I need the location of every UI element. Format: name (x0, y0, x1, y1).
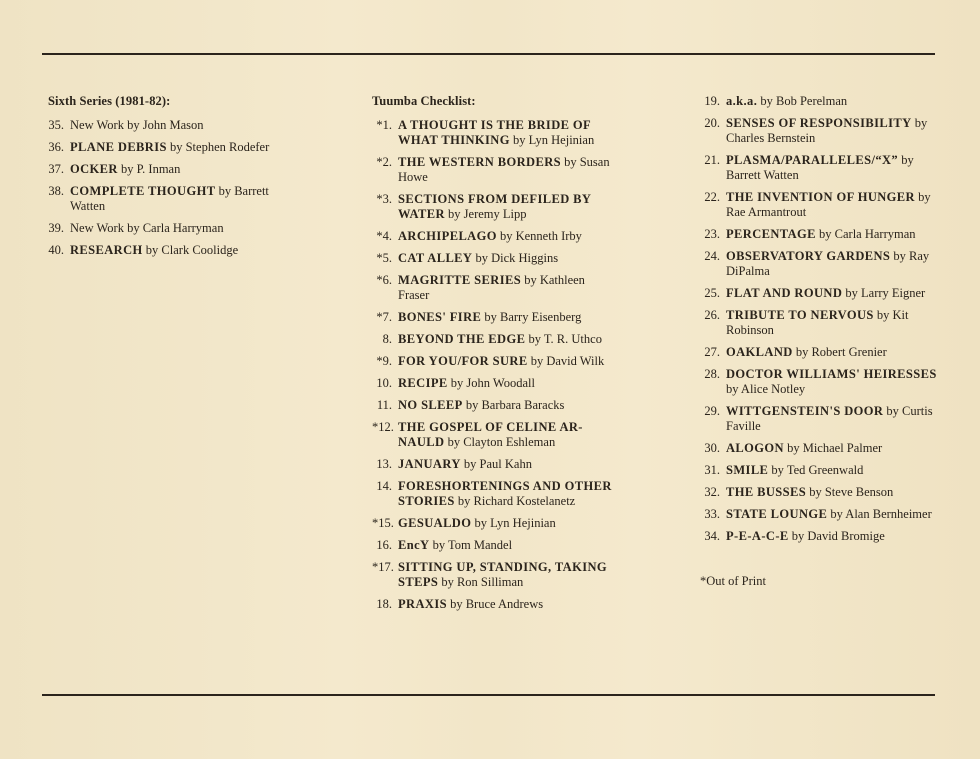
item-text (398, 118, 612, 148)
item-title: FLAT AND ROUND (726, 286, 843, 300)
item-text (70, 221, 298, 236)
checklist-list-1 (372, 118, 612, 612)
item-number: 32. (704, 485, 720, 499)
item-number: 13. (376, 457, 392, 471)
item-text (398, 457, 612, 472)
item-title: PERCENTAGE (726, 227, 816, 241)
item-number: *7. (376, 310, 392, 324)
item-number: *12. (372, 420, 394, 434)
item-author: by Kenneth Irby (496, 229, 582, 243)
item-text (726, 94, 940, 109)
item-title: PLANE DEBRIS (70, 140, 167, 154)
item-author: by John Woodall (447, 376, 535, 390)
list-item (48, 221, 298, 236)
item-author: by Alan Bernheimer (827, 507, 932, 521)
checklist-heading: Tuumba Checklist: (372, 94, 476, 108)
item-title: P-E-A-C-E (726, 529, 789, 543)
list-item (700, 345, 940, 360)
list-item (700, 441, 940, 456)
item-title: TRIBUTE TO NERVOUS (726, 308, 874, 322)
item-number: 36. (48, 140, 64, 154)
item-number: 38. (48, 184, 64, 198)
item-text (398, 420, 612, 450)
item-text (726, 404, 940, 434)
item-number: 35. (48, 118, 64, 132)
item-title: OAKLAND (726, 345, 793, 359)
item-title: DOCTOR WILLIAMS' HEIRESSES (726, 367, 937, 381)
item-title: FORESHORTENINGS AND OTHER STORIES (398, 479, 612, 508)
item-number: 39. (48, 221, 64, 235)
item-author: by Jeremy Lipp (444, 207, 527, 221)
item-title: SECTIONS FROM DEFILED BY WATER (398, 192, 591, 221)
list-item (372, 597, 612, 612)
item-title: SENSES OF RESPONSIBILITY (726, 116, 912, 130)
item-author: by Bob Perelman (757, 94, 848, 108)
list-item (48, 140, 298, 155)
item-author: by Clark Coolidge (142, 243, 239, 257)
list-item (372, 229, 612, 244)
item-title: JANUARY (398, 457, 461, 471)
item-author: by Robert Grenier (792, 345, 887, 359)
item-author: by Barry Eisenberg (481, 310, 582, 324)
item-title: THE WESTERN BORDERS (398, 155, 561, 169)
item-author: by David Bromige (788, 529, 885, 543)
item-author: by Lyn Hejinian (471, 516, 556, 530)
item-text (726, 153, 940, 183)
item-text (726, 286, 940, 301)
item-number: 27. (704, 345, 720, 359)
item-number: *1. (376, 118, 392, 132)
list-item (700, 485, 940, 500)
item-number: *3. (376, 192, 392, 206)
checklist-column-1 (372, 94, 612, 619)
item-author: by Barrett Watten (70, 184, 269, 213)
list-item (700, 367, 940, 397)
bottom-rule (42, 694, 935, 696)
item-number: 24. (704, 249, 720, 263)
item-text (398, 155, 612, 185)
item-title: ALOGON (726, 441, 784, 455)
item-number: *6. (376, 273, 392, 287)
item-number: 30. (704, 441, 720, 455)
item-author: by Kathleen Fraser (398, 273, 585, 302)
item-title: BEYOND THE EDGE (398, 332, 526, 346)
item-author: by T. R. Uthco (525, 332, 602, 346)
item-number: 29. (704, 404, 720, 418)
list-item (372, 192, 612, 222)
list-item (700, 308, 940, 338)
item-number: 28. (704, 367, 720, 381)
item-number: 26. (704, 308, 720, 322)
item-title: EncY (398, 538, 430, 552)
item-number: 21. (704, 153, 720, 167)
item-author: by Charles Bernstein (726, 116, 928, 145)
item-author: by Clayton Eshleman (444, 435, 556, 449)
checklist-list-2 (700, 94, 940, 544)
item-author: by Tom Mandel (429, 538, 513, 552)
item-title: THE INVENTION OF HUNGER (726, 190, 915, 204)
item-author: New Work by John Mason (70, 118, 204, 132)
list-item (48, 184, 298, 214)
list-item (372, 273, 612, 303)
list-item (48, 162, 298, 177)
item-title: ARCHIPELAGO (398, 229, 497, 243)
item-title: THE GOSPEL OF CELINE AR-NAULD (398, 420, 583, 449)
list-item (372, 538, 612, 553)
item-title: MAGRITTE SERIES (398, 273, 522, 287)
item-number: 11. (376, 398, 392, 412)
item-text (726, 485, 940, 500)
item-author: by Barbara Baracks (462, 398, 565, 412)
item-author: by David Wilk (527, 354, 605, 368)
item-title: OCKER (70, 162, 118, 176)
item-text (726, 227, 940, 242)
list-item (700, 404, 940, 434)
item-text (398, 229, 612, 244)
item-title: GESUALDO (398, 516, 472, 530)
item-title: THE BUSSES (726, 485, 807, 499)
list-item (372, 354, 612, 369)
list-item (372, 310, 612, 325)
item-number: *17. (372, 560, 394, 574)
item-text (398, 560, 612, 590)
list-item (700, 227, 940, 242)
item-title: PLASMA/PARALLELES/“X” (726, 153, 899, 167)
checklist-column-2 (700, 94, 940, 589)
item-author: by Curtis Faville (726, 404, 933, 433)
item-text (398, 597, 612, 612)
item-number: 14. (376, 479, 392, 493)
item-text (398, 538, 612, 553)
list-item (372, 398, 612, 413)
item-title: BONES' FIRE (398, 310, 482, 324)
item-author: by Lyn Hejinian (509, 133, 595, 147)
item-number: 8. (382, 332, 392, 346)
item-author: New Work by Carla Harryman (70, 221, 224, 235)
item-text (398, 192, 612, 222)
list-item (700, 249, 940, 279)
item-author: by Susan Howe (398, 155, 610, 184)
item-number: 19. (704, 94, 720, 108)
item-author: by Dick Higgins (472, 251, 559, 265)
item-text (70, 162, 298, 177)
item-number: 16. (376, 538, 392, 552)
item-author: by Alice Notley (726, 382, 806, 396)
item-title: STATE LOUNGE (726, 507, 828, 521)
item-title: FOR YOU/FOR SURE (398, 354, 528, 368)
item-title: RECIPE (398, 376, 448, 390)
item-author: by Kit Robinson (726, 308, 909, 337)
item-number: 33. (704, 507, 720, 521)
item-text (70, 184, 298, 214)
item-number: 10. (376, 376, 392, 390)
item-number: *9. (376, 354, 392, 368)
item-title: A THOUGHT IS THE BRIDE OF WHAT THINKING (398, 118, 591, 147)
item-author: by Carla Harryman (815, 227, 916, 241)
item-number: *5. (376, 251, 392, 265)
list-item (700, 94, 940, 109)
out-of-print-note: *Out of Print (700, 574, 766, 588)
item-author: by Ron Silliman (438, 575, 524, 589)
item-number: *15. (372, 516, 394, 530)
item-number: 37. (48, 162, 64, 176)
item-number: 40. (48, 243, 64, 257)
item-text (398, 354, 612, 369)
item-author: by Rae Armantrout (726, 190, 931, 219)
item-number: *4. (376, 229, 392, 243)
item-author: by Richard Kostelanetz (454, 494, 576, 508)
item-text (726, 367, 940, 397)
item-text (726, 308, 940, 338)
item-text (726, 507, 940, 522)
item-text (726, 345, 940, 360)
sixth-series-column (48, 94, 298, 265)
list-item (700, 153, 940, 183)
item-title: OBSERVATORY GARDENS (726, 249, 891, 263)
item-text (398, 273, 612, 303)
item-title: RESEARCH (70, 243, 143, 257)
list-item (372, 560, 612, 590)
list-item (372, 332, 612, 347)
list-item (372, 457, 612, 472)
list-item (372, 420, 612, 450)
item-text (726, 116, 940, 146)
item-author: by Ray DiPalma (726, 249, 930, 278)
list-item (372, 118, 612, 148)
item-text (726, 441, 940, 456)
item-text (70, 118, 298, 133)
item-author: by Ted Greenwald (768, 463, 864, 477)
list-item (372, 251, 612, 266)
item-author: by Steve Benson (806, 485, 894, 499)
item-author: by Stephen Rodefer (166, 140, 270, 154)
item-title: COMPLETE THOUGHT (70, 184, 216, 198)
list-item (372, 376, 612, 391)
item-text (726, 529, 940, 544)
list-item (700, 463, 940, 478)
item-title: SMILE (726, 463, 769, 477)
item-number: 22. (704, 190, 720, 204)
item-title: SITTING UP, STANDING, TAKING STEPS (398, 560, 608, 589)
item-text (726, 190, 940, 220)
item-text (398, 310, 612, 325)
item-text (398, 398, 612, 413)
list-item (372, 155, 612, 185)
item-title: WITTGENSTEIN'S DOOR (726, 404, 884, 418)
item-number: 18. (376, 597, 392, 611)
item-text (726, 249, 940, 279)
item-number: 20. (704, 116, 720, 130)
list-item (48, 118, 298, 133)
list-item (700, 507, 940, 522)
item-title: PRAXIS (398, 597, 447, 611)
list-item (700, 190, 940, 220)
item-text (398, 376, 612, 391)
item-text (726, 463, 940, 478)
sixth-series-list (48, 118, 298, 258)
item-author: by P. Inman (117, 162, 181, 176)
item-author: by Michael Palmer (783, 441, 883, 455)
item-number: *2. (376, 155, 392, 169)
item-author: by Larry Eigner (842, 286, 926, 300)
list-item (372, 516, 612, 531)
item-text (398, 516, 612, 531)
list-item (700, 116, 940, 146)
item-text (398, 251, 612, 266)
item-title: NO SLEEP (398, 398, 463, 412)
list-item (372, 479, 612, 509)
item-author: by Paul Kahn (460, 457, 532, 471)
top-rule (42, 53, 935, 55)
item-author: by Bruce Andrews (446, 597, 544, 611)
item-text (70, 140, 298, 155)
sixth-series-heading: Sixth Series (1981-82): (48, 94, 171, 108)
item-number: 25. (704, 286, 720, 300)
item-number: 31. (704, 463, 720, 477)
item-title: a.k.a. (726, 94, 758, 108)
item-author: by Barrett Watten (726, 153, 914, 182)
list-item (48, 243, 298, 258)
list-item (700, 529, 940, 544)
item-text (70, 243, 298, 258)
item-number: 23. (704, 227, 720, 241)
item-title: CAT ALLEY (398, 251, 473, 265)
list-item (700, 286, 940, 301)
item-number: 34. (704, 529, 720, 543)
item-text (398, 479, 612, 509)
item-text (398, 332, 612, 347)
